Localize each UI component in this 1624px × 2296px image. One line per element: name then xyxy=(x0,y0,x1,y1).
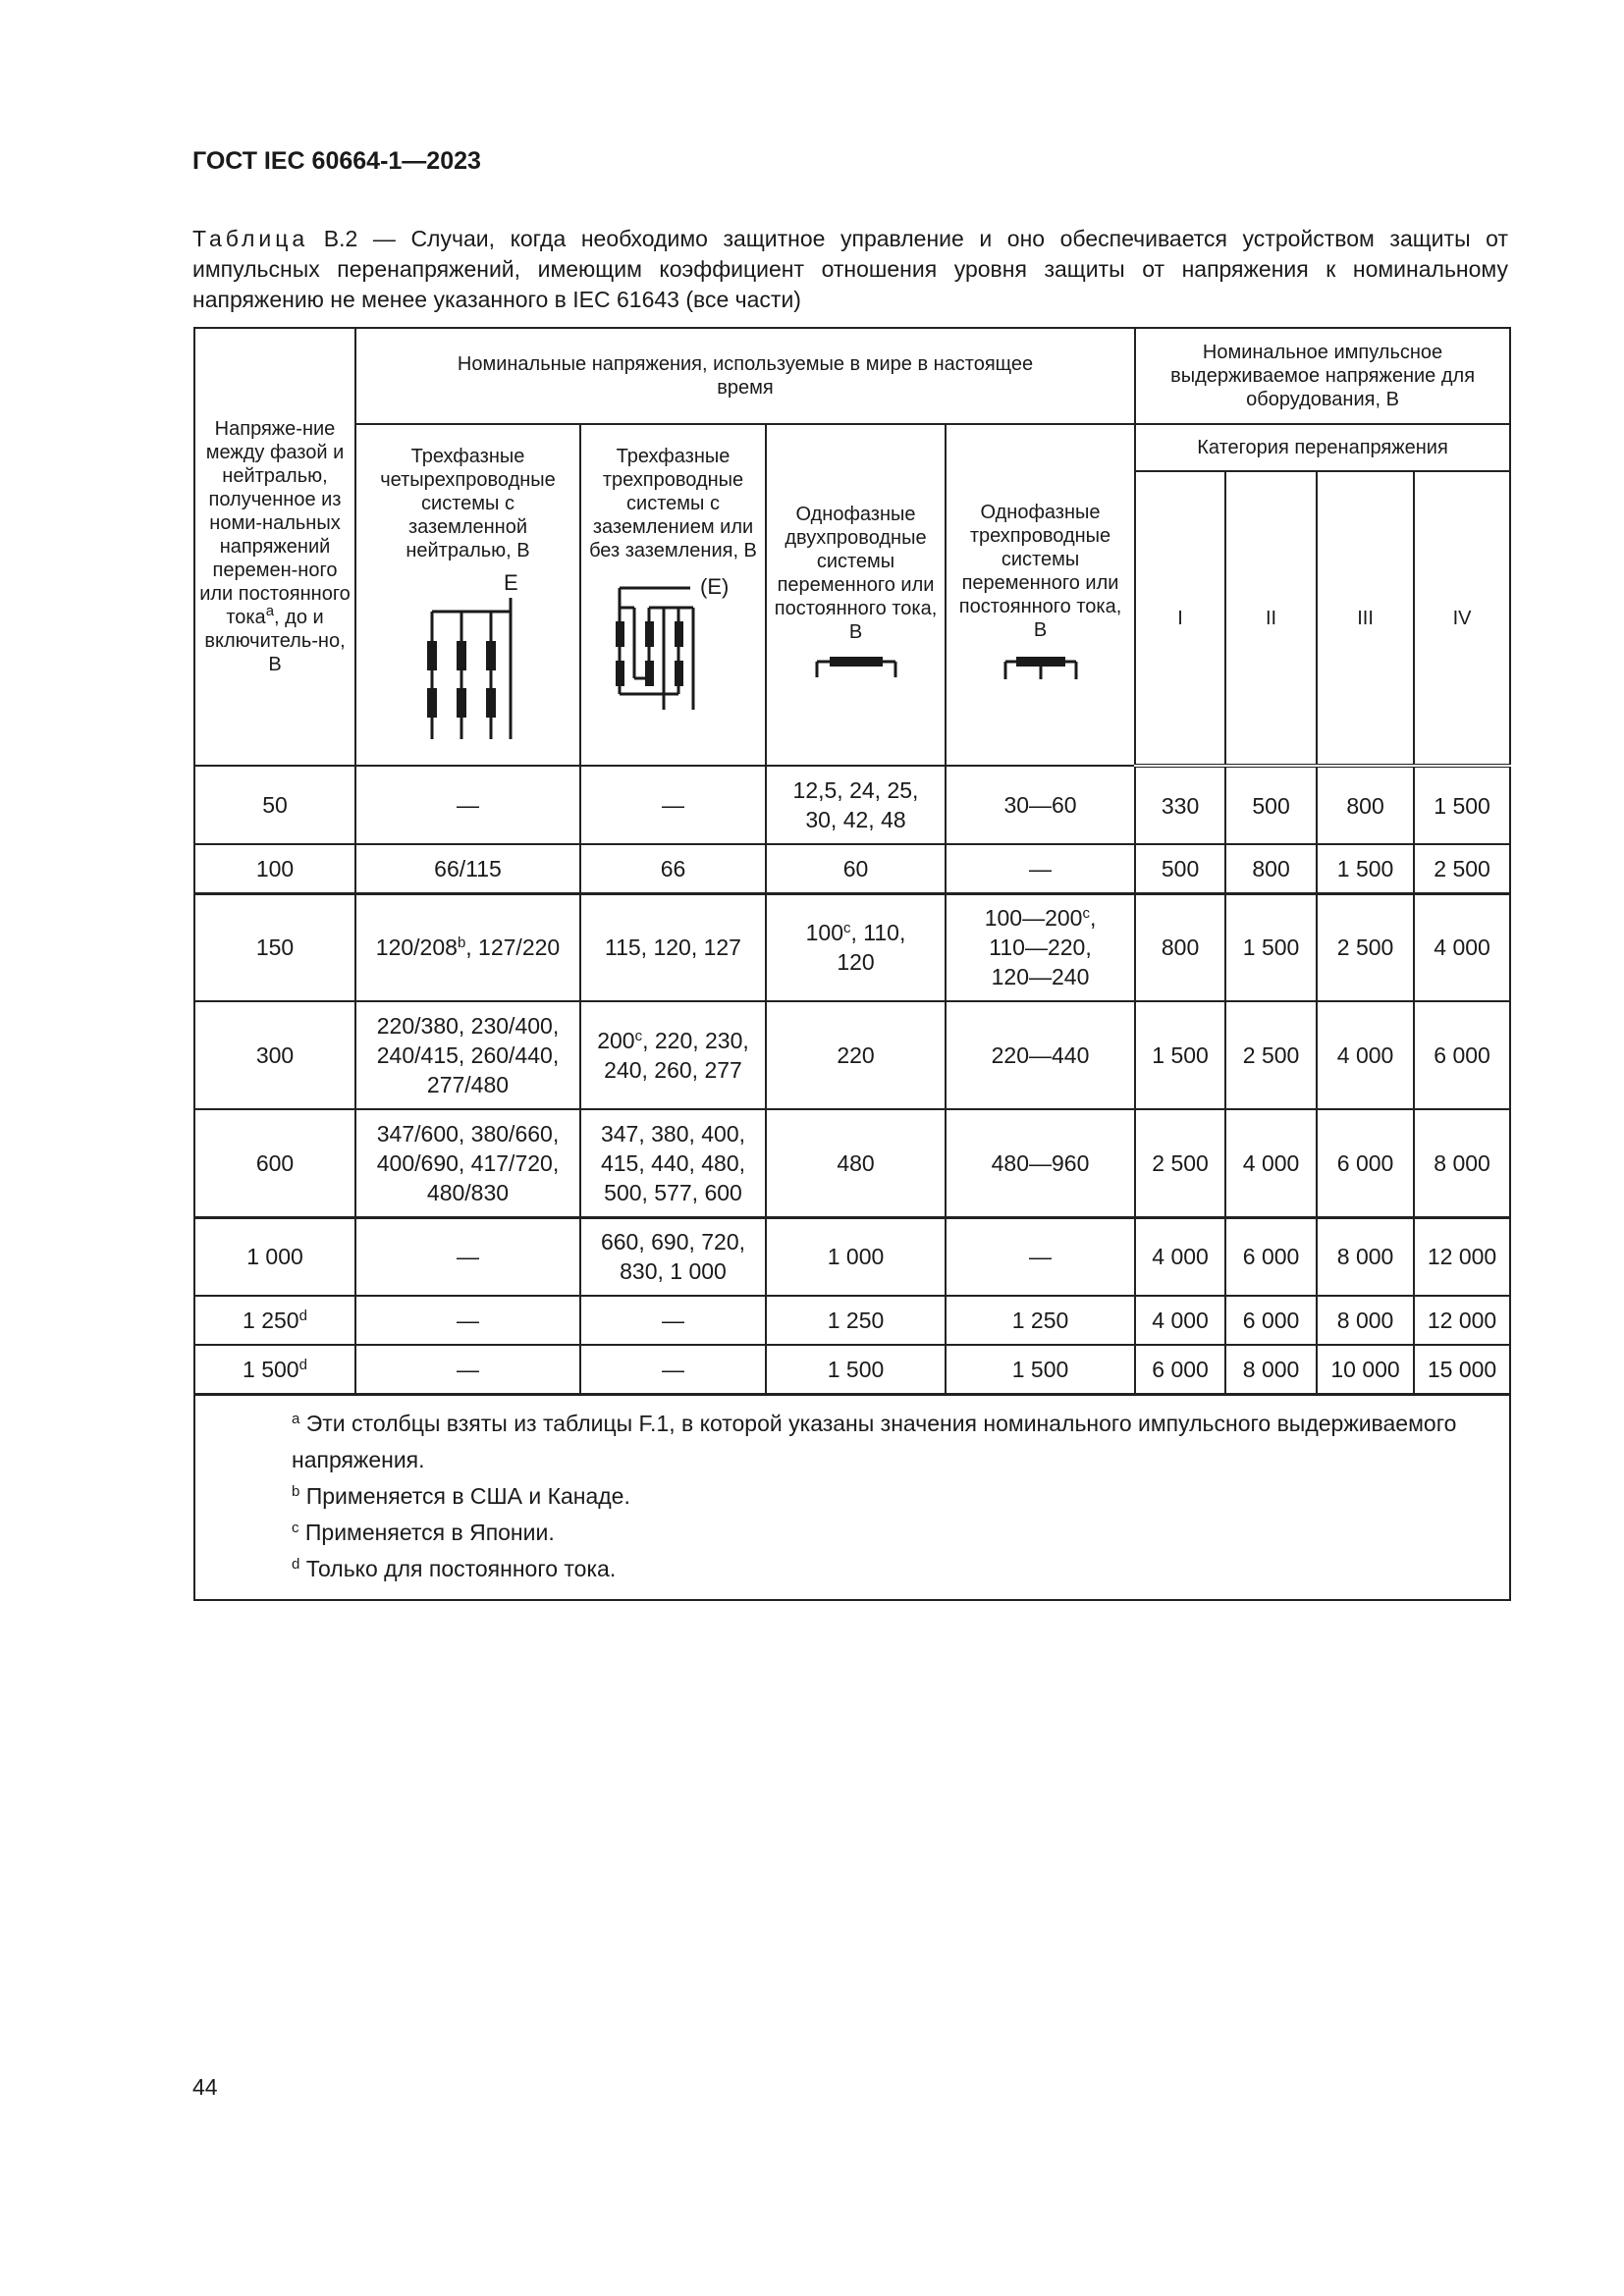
table-row xyxy=(194,766,1510,844)
header-three-phase-four-wire: Трехфазные четырехпроводные системы с заземленной нейтралью, В E xyxy=(355,424,580,766)
table-notes xyxy=(194,1394,1510,1600)
cell-cat-1: 800 xyxy=(1135,893,1225,1001)
cell-three-wire: — xyxy=(580,1296,766,1345)
cell-four-wire: — xyxy=(355,1217,580,1296)
header-overvoltage-category: Категория перенапряжения xyxy=(1135,424,1510,471)
cell-three-wire: — xyxy=(580,1345,766,1394)
table-row xyxy=(194,1217,1510,1296)
cell-voltage: 1 000 xyxy=(194,1217,355,1296)
table-caption xyxy=(192,224,1508,315)
cell-cat-2: 800 xyxy=(1225,844,1317,893)
cell-cat-3: 6 000 xyxy=(1317,1109,1414,1217)
cell-single-three-wire: — xyxy=(946,1217,1135,1296)
cell-three-wire: 115, 120, 127 xyxy=(580,893,766,1001)
cell-cat-3: 4 000 xyxy=(1317,1001,1414,1109)
table-row xyxy=(194,1109,1510,1217)
cell-cat-4: 12 000 xyxy=(1414,1217,1510,1296)
cell-four-wire: 120/208$^b$, 127/220 xyxy=(355,893,580,1001)
cell-single-three-wire: — xyxy=(946,844,1135,893)
cell-cat-4: 8 000 xyxy=(1414,1109,1510,1217)
header-single-phase-three-wire: Однофазные трехпроводные системы переменного или постоянного тока, В xyxy=(946,424,1135,766)
cell-single-three-wire: 220—440 xyxy=(946,1001,1135,1109)
cell-cat-2: 2 500 xyxy=(1225,1001,1317,1109)
category-2-header: II xyxy=(1225,471,1317,766)
cell-single-three-wire: 100—200$^c$, 110—220, 120—240 xyxy=(946,893,1135,1001)
cell-cat-1: 1 500 xyxy=(1135,1001,1225,1109)
cell-voltage: 1 250$^d$ xyxy=(194,1296,355,1345)
cell-cat-2: 500 xyxy=(1225,766,1317,844)
table-row xyxy=(194,1345,1510,1394)
cell-cat-1: 4 000 xyxy=(1135,1217,1225,1296)
note-d: $^d$ Только для постоянного тока. xyxy=(292,1555,617,1581)
header-phase-neutral-voltage: Напряже-ние между фазой и нейтралью, полученное из номи-нальных напряжений перемен-ного или постоянного тока$^a$, до и включитель-но, В xyxy=(194,328,355,766)
cell-cat-4: 15 000 xyxy=(1414,1345,1510,1394)
cell-three-wire: 347, 380, 400, 415, 440, 480, 500, 577, 600 xyxy=(580,1109,766,1217)
cell-three-wire: — xyxy=(580,766,766,844)
voltage-table xyxy=(193,327,1511,1601)
cell-two-wire: 1 250 xyxy=(766,1296,946,1345)
table-row xyxy=(194,1001,1510,1109)
cell-three-wire: 66 xyxy=(580,844,766,893)
cell-single-three-wire: 480—960 xyxy=(946,1109,1135,1217)
four-wire-system-icon xyxy=(395,570,542,747)
table-row xyxy=(194,844,1510,893)
table-notes-row xyxy=(194,1394,1510,1600)
cell-three-wire: 200$^c$, 220, 230, 240, 260, 277 xyxy=(580,1001,766,1109)
cell-three-wire: 660, 690, 720, 830, 1 000 xyxy=(580,1217,766,1296)
cell-two-wire: 220 xyxy=(766,1001,946,1109)
cell-two-wire: 1 000 xyxy=(766,1217,946,1296)
cell-two-wire: 1 500 xyxy=(766,1345,946,1394)
cell-cat-3: 8 000 xyxy=(1317,1217,1414,1296)
cell-two-wire: 100$^c$, 110, 120 xyxy=(766,893,946,1001)
cell-cat-3: 1 500 xyxy=(1317,844,1414,893)
caption-text: — Случаи, когда необходимо защитное управление и оно обеспечивается устройством защиты от импульсных перенапряжений, имеющим коэффициент отношения уровня защиты от напряжения к номинальному напряжению не менее указанного в IEC 61643 (все части) xyxy=(192,226,1508,312)
header-single-phase-two-wire: Однофазные двухпроводные системы переменного или постоянного тока, В xyxy=(766,424,946,766)
table-row xyxy=(194,1296,1510,1345)
cell-cat-2: 6 000 xyxy=(1225,1296,1317,1345)
note-b: $^b$ Применяется в США и Канаде. xyxy=(292,1482,630,1509)
header-impulse-withstand-group: Номинальное импульсное выдерживаемое напряжение для оборудования, В xyxy=(1135,328,1510,424)
cell-single-three-wire: 1 250 xyxy=(946,1296,1135,1345)
note-a: $^a$ Эти столбцы взяты из таблицы F.1, в которой указаны значения номинального импульсного выдерживаемого напряжения. xyxy=(292,1410,1457,1472)
cell-two-wire: 60 xyxy=(766,844,946,893)
cell-cat-3: 800 xyxy=(1317,766,1414,844)
cell-cat-1: 6 000 xyxy=(1135,1345,1225,1394)
cell-four-wire: 220/380, 230/400, 240/415, 260/440, 277/480 xyxy=(355,1001,580,1109)
caption-label: Таблица xyxy=(192,226,309,251)
cell-four-wire: 66/115 xyxy=(355,844,580,893)
two-wire-system-icon xyxy=(812,652,900,687)
cell-cat-4: 1 500 xyxy=(1414,766,1510,844)
cell-cat-1: 2 500 xyxy=(1135,1109,1225,1217)
cell-cat-4: 4 000 xyxy=(1414,893,1510,1001)
cell-four-wire: — xyxy=(355,1296,580,1345)
cell-four-wire: — xyxy=(355,1345,580,1394)
cell-two-wire: 480 xyxy=(766,1109,946,1217)
cell-cat-2: 1 500 xyxy=(1225,893,1317,1001)
cell-cat-1: 330 xyxy=(1135,766,1225,844)
header-three-phase-three-wire: Трехфазные трехпроводные системы с заземлением или без заземления, В (E) xyxy=(580,424,766,766)
optional-earth-label: (E) xyxy=(699,574,729,599)
cell-single-three-wire: 30—60 xyxy=(946,766,1135,844)
cell-voltage: 1 500$^d$ xyxy=(194,1345,355,1394)
document-standard-code: ГОСТ IEC 60664-1—2023 xyxy=(192,147,481,175)
cell-four-wire: 347/600, 380/660, 400/690, 417/720, 480/830 xyxy=(355,1109,580,1217)
category-4-header: IV xyxy=(1414,471,1510,766)
category-3-header: III xyxy=(1317,471,1414,766)
cell-single-three-wire: 1 500 xyxy=(946,1345,1135,1394)
cell-cat-3: 8 000 xyxy=(1317,1296,1414,1345)
cell-two-wire: 12,5, 24, 25, 30, 42, 48 xyxy=(766,766,946,844)
header-nominal-voltages-group: Номинальные напряжения, используемые в мире в настоящее время xyxy=(355,328,1135,424)
table-row xyxy=(194,893,1510,1001)
cell-voltage: 300 xyxy=(194,1001,355,1109)
cell-cat-1: 500 xyxy=(1135,844,1225,893)
cell-cat-3: 2 500 xyxy=(1317,893,1414,1001)
three-wire-system-icon xyxy=(590,570,757,718)
cell-cat-4: 6 000 xyxy=(1414,1001,1510,1109)
category-1-header: I xyxy=(1135,471,1225,766)
cell-voltage: 600 xyxy=(194,1109,355,1217)
cell-cat-4: 12 000 xyxy=(1414,1296,1510,1345)
cell-voltage: 50 xyxy=(194,766,355,844)
cell-cat-2: 4 000 xyxy=(1225,1109,1317,1217)
cell-cat-1: 4 000 xyxy=(1135,1296,1225,1345)
cell-cat-2: 8 000 xyxy=(1225,1345,1317,1394)
earth-label: E xyxy=(503,570,518,595)
cell-cat-4: 2 500 xyxy=(1414,844,1510,893)
single-phase-three-wire-icon xyxy=(1001,650,1080,689)
note-c: $^c$ Применяется в Японии. xyxy=(292,1519,555,1545)
cell-voltage: 100 xyxy=(194,844,355,893)
cell-four-wire: — xyxy=(355,766,580,844)
caption-number: В.2 xyxy=(308,226,358,251)
cell-voltage: 150 xyxy=(194,893,355,1001)
cell-cat-2: 6 000 xyxy=(1225,1217,1317,1296)
cell-cat-3: 10 000 xyxy=(1317,1345,1414,1394)
page-number: 44 xyxy=(192,2074,218,2100)
